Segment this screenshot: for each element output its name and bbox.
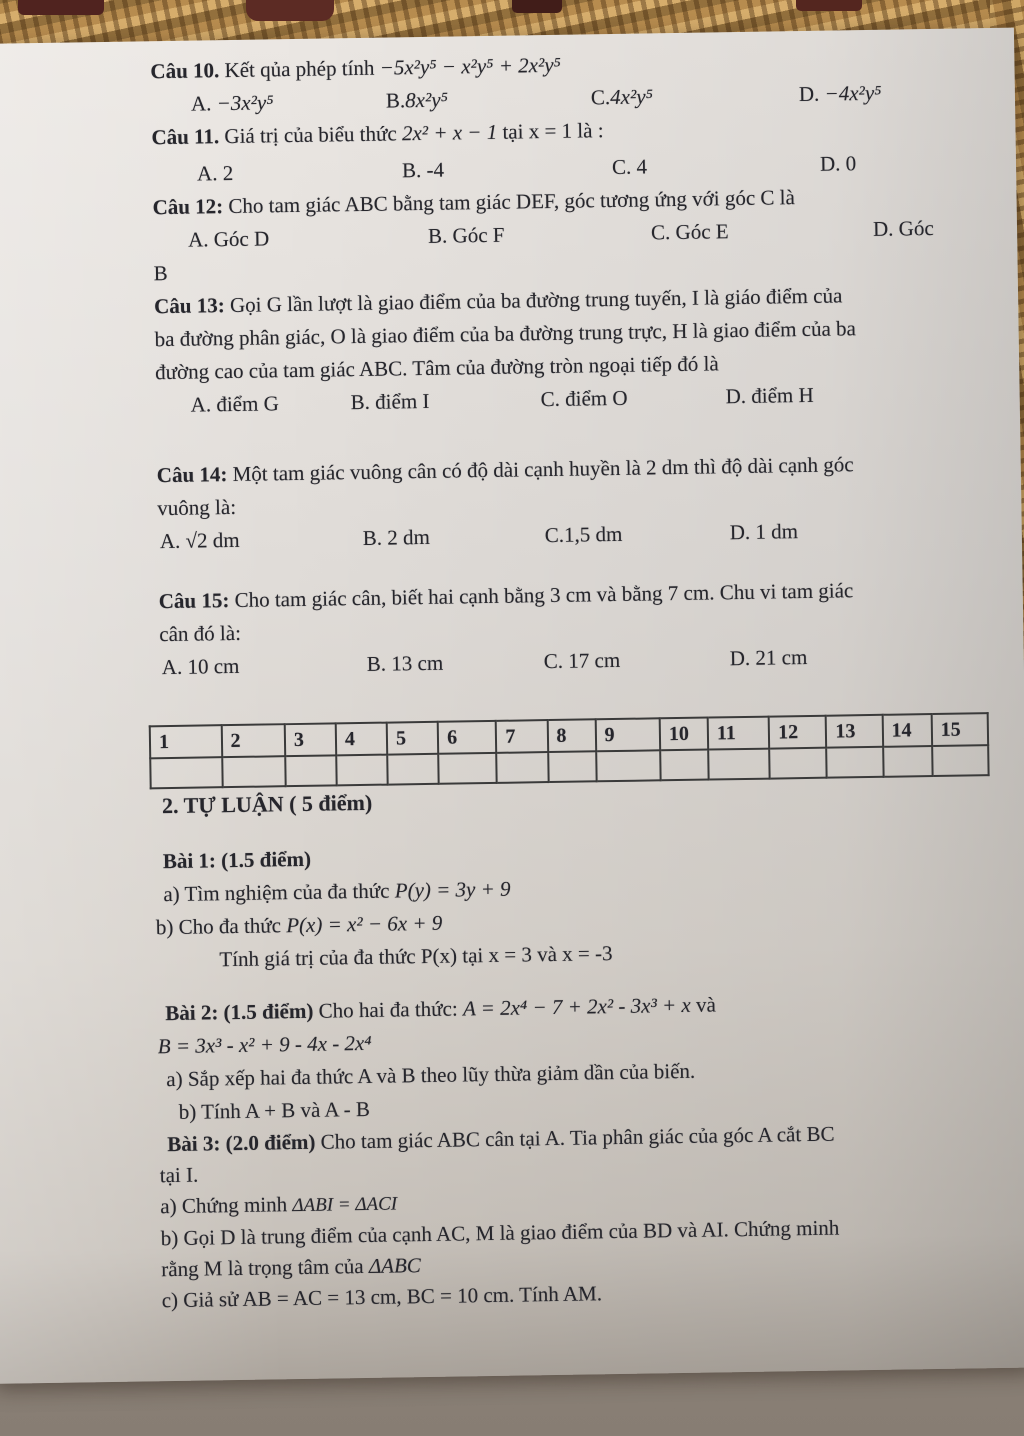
option-d bbox=[799, 75, 987, 111]
answer-grid-blank-cell bbox=[336, 755, 388, 786]
answer-grid-blank-cell bbox=[708, 749, 770, 780]
question-14-label: Câu 14: bbox=[156, 462, 228, 488]
answer-grid-blank-cell bbox=[150, 757, 222, 788]
bai-1-a-formula: P(y) = 3y + 9 bbox=[394, 876, 511, 903]
option-c-value: 4x²y⁵ bbox=[609, 84, 654, 110]
answer-grid-header-cell: 3 bbox=[285, 723, 337, 756]
bai-2-item-a: a) Sắp xếp hai đa thức A và B theo lũy thừa giảm dần của biến. bbox=[166, 1058, 696, 1092]
answer-grid-blank-cell bbox=[596, 750, 661, 781]
bai-2-intro-tail: và bbox=[695, 992, 717, 1017]
bai-1-item-c: Tính giá trị của đa thức P(x) tại x = 3 và x = -3 bbox=[219, 941, 613, 972]
option-d-letter: D. bbox=[798, 81, 820, 107]
option-d: D. 1 dm bbox=[729, 519, 799, 545]
answer-grid-blank-cell bbox=[285, 755, 337, 786]
option-a: A. 2 bbox=[196, 160, 234, 186]
bai-2-formula-b: B = 3x³ - x² + 9 - 4x - 2x⁴ bbox=[157, 1030, 372, 1059]
bai-2-item-b: b) Tính A + B và A - B bbox=[178, 1096, 371, 1124]
option-b-letter: B. bbox=[385, 88, 406, 113]
answer-grid-header-cell: 14 bbox=[882, 714, 932, 747]
answer-grid-header-cell: 7 bbox=[496, 720, 548, 753]
question-13-label: Câu 13: bbox=[153, 293, 225, 319]
option-c: C. điểm O bbox=[540, 385, 628, 412]
bai-3-b-line2-formula: ΔABC bbox=[368, 1253, 422, 1278]
answer-grid-header-cell: 2 bbox=[221, 724, 285, 757]
answer-grid-header-cell: 15 bbox=[931, 713, 988, 746]
mat-object bbox=[512, 0, 562, 13]
answer-grid-blank-cell bbox=[438, 753, 497, 784]
answer-grid-header-cell: 4 bbox=[336, 723, 388, 756]
answer-grid-header-cell: 13 bbox=[826, 715, 883, 748]
option-a bbox=[191, 85, 386, 121]
answer-grid-header-cell: 11 bbox=[708, 717, 770, 750]
answer-grid-blank-cell bbox=[387, 754, 439, 785]
option-c-letter: C. bbox=[590, 85, 611, 110]
bai-3-intro-line2: tại I. bbox=[159, 1162, 199, 1188]
option-b: B. 13 cm bbox=[366, 650, 444, 676]
answer-grid-header-cell: 8 bbox=[547, 719, 596, 752]
mat-object bbox=[796, 0, 862, 11]
option-d-value: −4x²y⁵ bbox=[824, 80, 882, 106]
bai-3-item-b: b) Gọi D là trung điểm của cạnh AC, M là giao điểm của BD và AI. Chứng minh bbox=[160, 1215, 840, 1251]
option-b-value: 8x²y⁵ bbox=[405, 87, 449, 113]
exam-content bbox=[0, 28, 1024, 1384]
option-c: C. 4 bbox=[611, 154, 648, 179]
mat-object bbox=[246, 0, 334, 21]
option-d: D. 0 bbox=[819, 151, 857, 176]
answer-grid-header-cell: 12 bbox=[769, 716, 827, 749]
option-b: B. điểm I bbox=[350, 388, 430, 415]
bai-2-formula-a: A = 2x⁴ − 7 + 2x² - 3x³ + x bbox=[462, 992, 691, 1021]
answer-grid-header-cell: 5 bbox=[387, 722, 439, 755]
option-a-value: −3x²y⁵ bbox=[216, 90, 274, 116]
answer-grid-blank-cell bbox=[932, 745, 989, 776]
question-15-label: Câu 15: bbox=[158, 588, 230, 614]
bai-1-b-text: b) Cho đa thức bbox=[155, 913, 282, 940]
answer-grid-blank-cell bbox=[222, 756, 286, 787]
bai-2-title-text: Bài 2: (1.5 điểm) bbox=[165, 998, 314, 1026]
option-a: A. Góc D bbox=[187, 226, 270, 252]
question-12-option-d-overflow: B bbox=[153, 260, 168, 286]
answer-grid-blank-cell bbox=[883, 746, 933, 777]
question-11-text2: tại x = 1 là : bbox=[502, 118, 604, 144]
option-b bbox=[386, 81, 591, 117]
answer-grid-blank-cell bbox=[827, 747, 884, 778]
option-d: D. điểm H bbox=[725, 382, 814, 409]
question-15-line1: Cho tam giác cân, biết hai cạnh bằng 3 cm và bằng 7 cm. Chu vi tam giác bbox=[234, 578, 854, 612]
bai-3-b-line2-text: rằng M là trọng tâm của bbox=[161, 1254, 364, 1282]
answer-grid-blank-cell bbox=[497, 752, 549, 783]
question-10-text: Kết qủa phép tính bbox=[224, 55, 375, 83]
question-11-formula: 2x² + x − 1 bbox=[401, 119, 498, 146]
question-13-line2: ba đường phân giác, O là giao điểm của ba đường trung trực, H là giao điểm của ba bbox=[154, 316, 857, 352]
bai-3-intro: Cho tam giác ABC cân tại A. Tia phân giác của góc A cắt BC bbox=[320, 1121, 835, 1154]
option-c: C. 17 cm bbox=[543, 647, 621, 674]
answer-grid-blank-cell bbox=[769, 748, 827, 779]
option-a: A. √2 dm bbox=[159, 527, 240, 554]
option-c bbox=[591, 78, 799, 114]
bai-1-title-text: Bài 1: (1.5 điểm) bbox=[162, 846, 312, 874]
answer-grid-blank-cell bbox=[548, 751, 596, 782]
exam-paper-sheet bbox=[0, 28, 1024, 1384]
option-a: A. 10 cm bbox=[161, 653, 240, 680]
question-13-line1: Gọi G lần lượt là giao điểm của ba đường trung tuyến, I là giáo điểm của bbox=[229, 283, 843, 318]
option-a: A. điểm G bbox=[190, 391, 279, 417]
answer-grid-blank-cell bbox=[660, 750, 708, 781]
bai-2-intro: Cho hai đa thức: bbox=[318, 996, 458, 1023]
bai-3-a-text: a) Chứng minh bbox=[160, 1192, 288, 1219]
question-14-line2: vuông là: bbox=[157, 494, 237, 521]
answer-grid-header-cell: 6 bbox=[438, 721, 497, 754]
bai-1-a-text: a) Tìm nghiệm của đa thức bbox=[163, 878, 390, 907]
question-14-line1: Một tam giác vuông cân có độ dài cạnh huyền là 2 dm thì độ dài cạnh góc bbox=[232, 452, 854, 486]
option-c: C. Góc E bbox=[650, 219, 729, 245]
option-d: D. 21 cm bbox=[729, 644, 808, 671]
answer-grid-header-cell: 10 bbox=[660, 718, 709, 751]
option-c: C.1,5 dm bbox=[544, 521, 623, 548]
question-11-label: Câu 11. bbox=[151, 124, 220, 150]
option-b: B. -4 bbox=[401, 157, 445, 183]
bai-3-title-text: Bài 3: (2.0 điểm) bbox=[167, 1129, 316, 1157]
question-10-formula: −5x²y⁵ − x²y⁵ + 2x²y⁵ bbox=[379, 52, 562, 80]
question-10-label: Câu 10. bbox=[150, 58, 220, 84]
section-2-title: 2. TỰ LUẬN ( 5 điểm) bbox=[161, 789, 373, 819]
question-15-line2: cân đó là: bbox=[159, 620, 242, 647]
answer-grid-header-cell: 1 bbox=[150, 725, 222, 758]
bai-3-a-formula: ΔABI = ΔACI bbox=[292, 1193, 398, 1217]
answer-grid-header-cell: 9 bbox=[595, 718, 660, 751]
question-12-text: Cho tam giác ABC bằng tam giác DEF, góc tương ứng với góc C là bbox=[228, 185, 796, 219]
option-b: B. 2 dm bbox=[362, 524, 431, 550]
question-11-text: Giá trị của biểu thức bbox=[224, 121, 397, 149]
question-12-label: Câu 12: bbox=[152, 194, 224, 220]
option-b: B. Góc F bbox=[427, 222, 505, 248]
mat-object bbox=[18, 0, 104, 15]
bai-3-item-c: c) Giả sử AB = AC = 13 cm, BC = 10 cm. Tính AM. bbox=[161, 1281, 603, 1313]
question-13-line3: đường cao của tam giác ABC. Tâm của đường tròn ngoại tiếp đó là bbox=[154, 351, 719, 385]
bai-1-b-formula: P(x) = x² − 6x + 9 bbox=[286, 910, 443, 938]
option-a-letter: A. bbox=[190, 91, 212, 116]
option-d: D. Góc bbox=[872, 215, 934, 241]
